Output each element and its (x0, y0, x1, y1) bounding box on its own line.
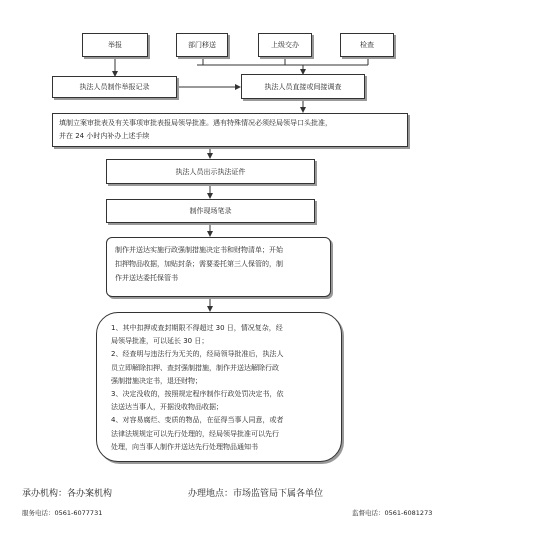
scene-record-box (106, 199, 315, 223)
handling-line-7: 法送达当事人，开据没收物品收据； (111, 403, 223, 412)
handling-line-10: 处理，向当事人制作并送达先行处理物品通知书 (111, 442, 258, 451)
seizure-line-2: 扣押物品收据，加贴封条；需要委托第三人保管的，制 (115, 260, 283, 268)
dept-transfer-box (176, 33, 228, 57)
investigation-label: 执法人员直接或间接调查 (264, 82, 342, 91)
org-label: 承办机构：各办案机构 (22, 489, 113, 499)
show-cert-label: 执法人员出示执法证件 (175, 167, 246, 176)
handling-line-5: 强制措施决定书，退还财物； (111, 376, 202, 385)
handling-box (96, 312, 342, 462)
handling-line-6: 3、决定没收的，按照规定程序制作行政处罚决定书，依 (111, 390, 284, 399)
inspection-label: 检查 (360, 41, 374, 49)
handling-line-1: 1、其中扣押或查封期限不得超过 30 日，情况复杂，经 (111, 324, 283, 332)
report-record-label: 执法人员制作举报记录 (79, 83, 150, 91)
superior-assign-label: 上级交办 (271, 41, 299, 49)
supervision-phone: 监督电话：0561-6081273 (352, 509, 433, 517)
approval-box (52, 113, 408, 147)
dept-transfer-label: 部门移送 (188, 41, 216, 49)
handling-line-8: 4、对容易腐烂、变质的物品，在征得当事人同意，或者 (111, 416, 284, 425)
approval-line-2: 并在 24 小时内补办上述手续 (59, 132, 150, 140)
show-cert-box (106, 159, 315, 184)
seizure-line-3: 作并送达委托保管书 (115, 274, 178, 282)
seizure-line-1: 制作并送达实施行政强制措施决定书和财物清单；开始 (115, 246, 283, 254)
handling-line-2: 局领导批准，可以延长 30 日； (111, 337, 209, 346)
location-label: 办理地点：市场监管局下属各单位 (188, 489, 324, 499)
scene-record-label: 制作现场笔录 (189, 207, 232, 215)
handling-line-9: 法律法规规定可以先行处理的，经局领导批准可以先行 (111, 429, 279, 438)
seizure-box (106, 237, 331, 297)
report-record-box (52, 76, 177, 98)
approval-line-1: 填制立案审批表及有关事项审批表报局领导批准。遇有特殊情况必须经局领导口头批准， (59, 119, 332, 127)
inspection-box (340, 33, 394, 57)
report-label: 举报 (108, 41, 122, 49)
service-phone: 服务电话：0561-6077731 (22, 509, 103, 517)
report-box (82, 33, 148, 57)
superior-assign-box (258, 33, 312, 57)
handling-line-3: 2、经查明与违法行为无关的，经局领导批准后，执法人 (111, 350, 284, 359)
investigation-box (241, 74, 365, 99)
handling-line-4: 员立即解除扣押、查封强制措施，制作并送达解除行政 (111, 363, 279, 372)
